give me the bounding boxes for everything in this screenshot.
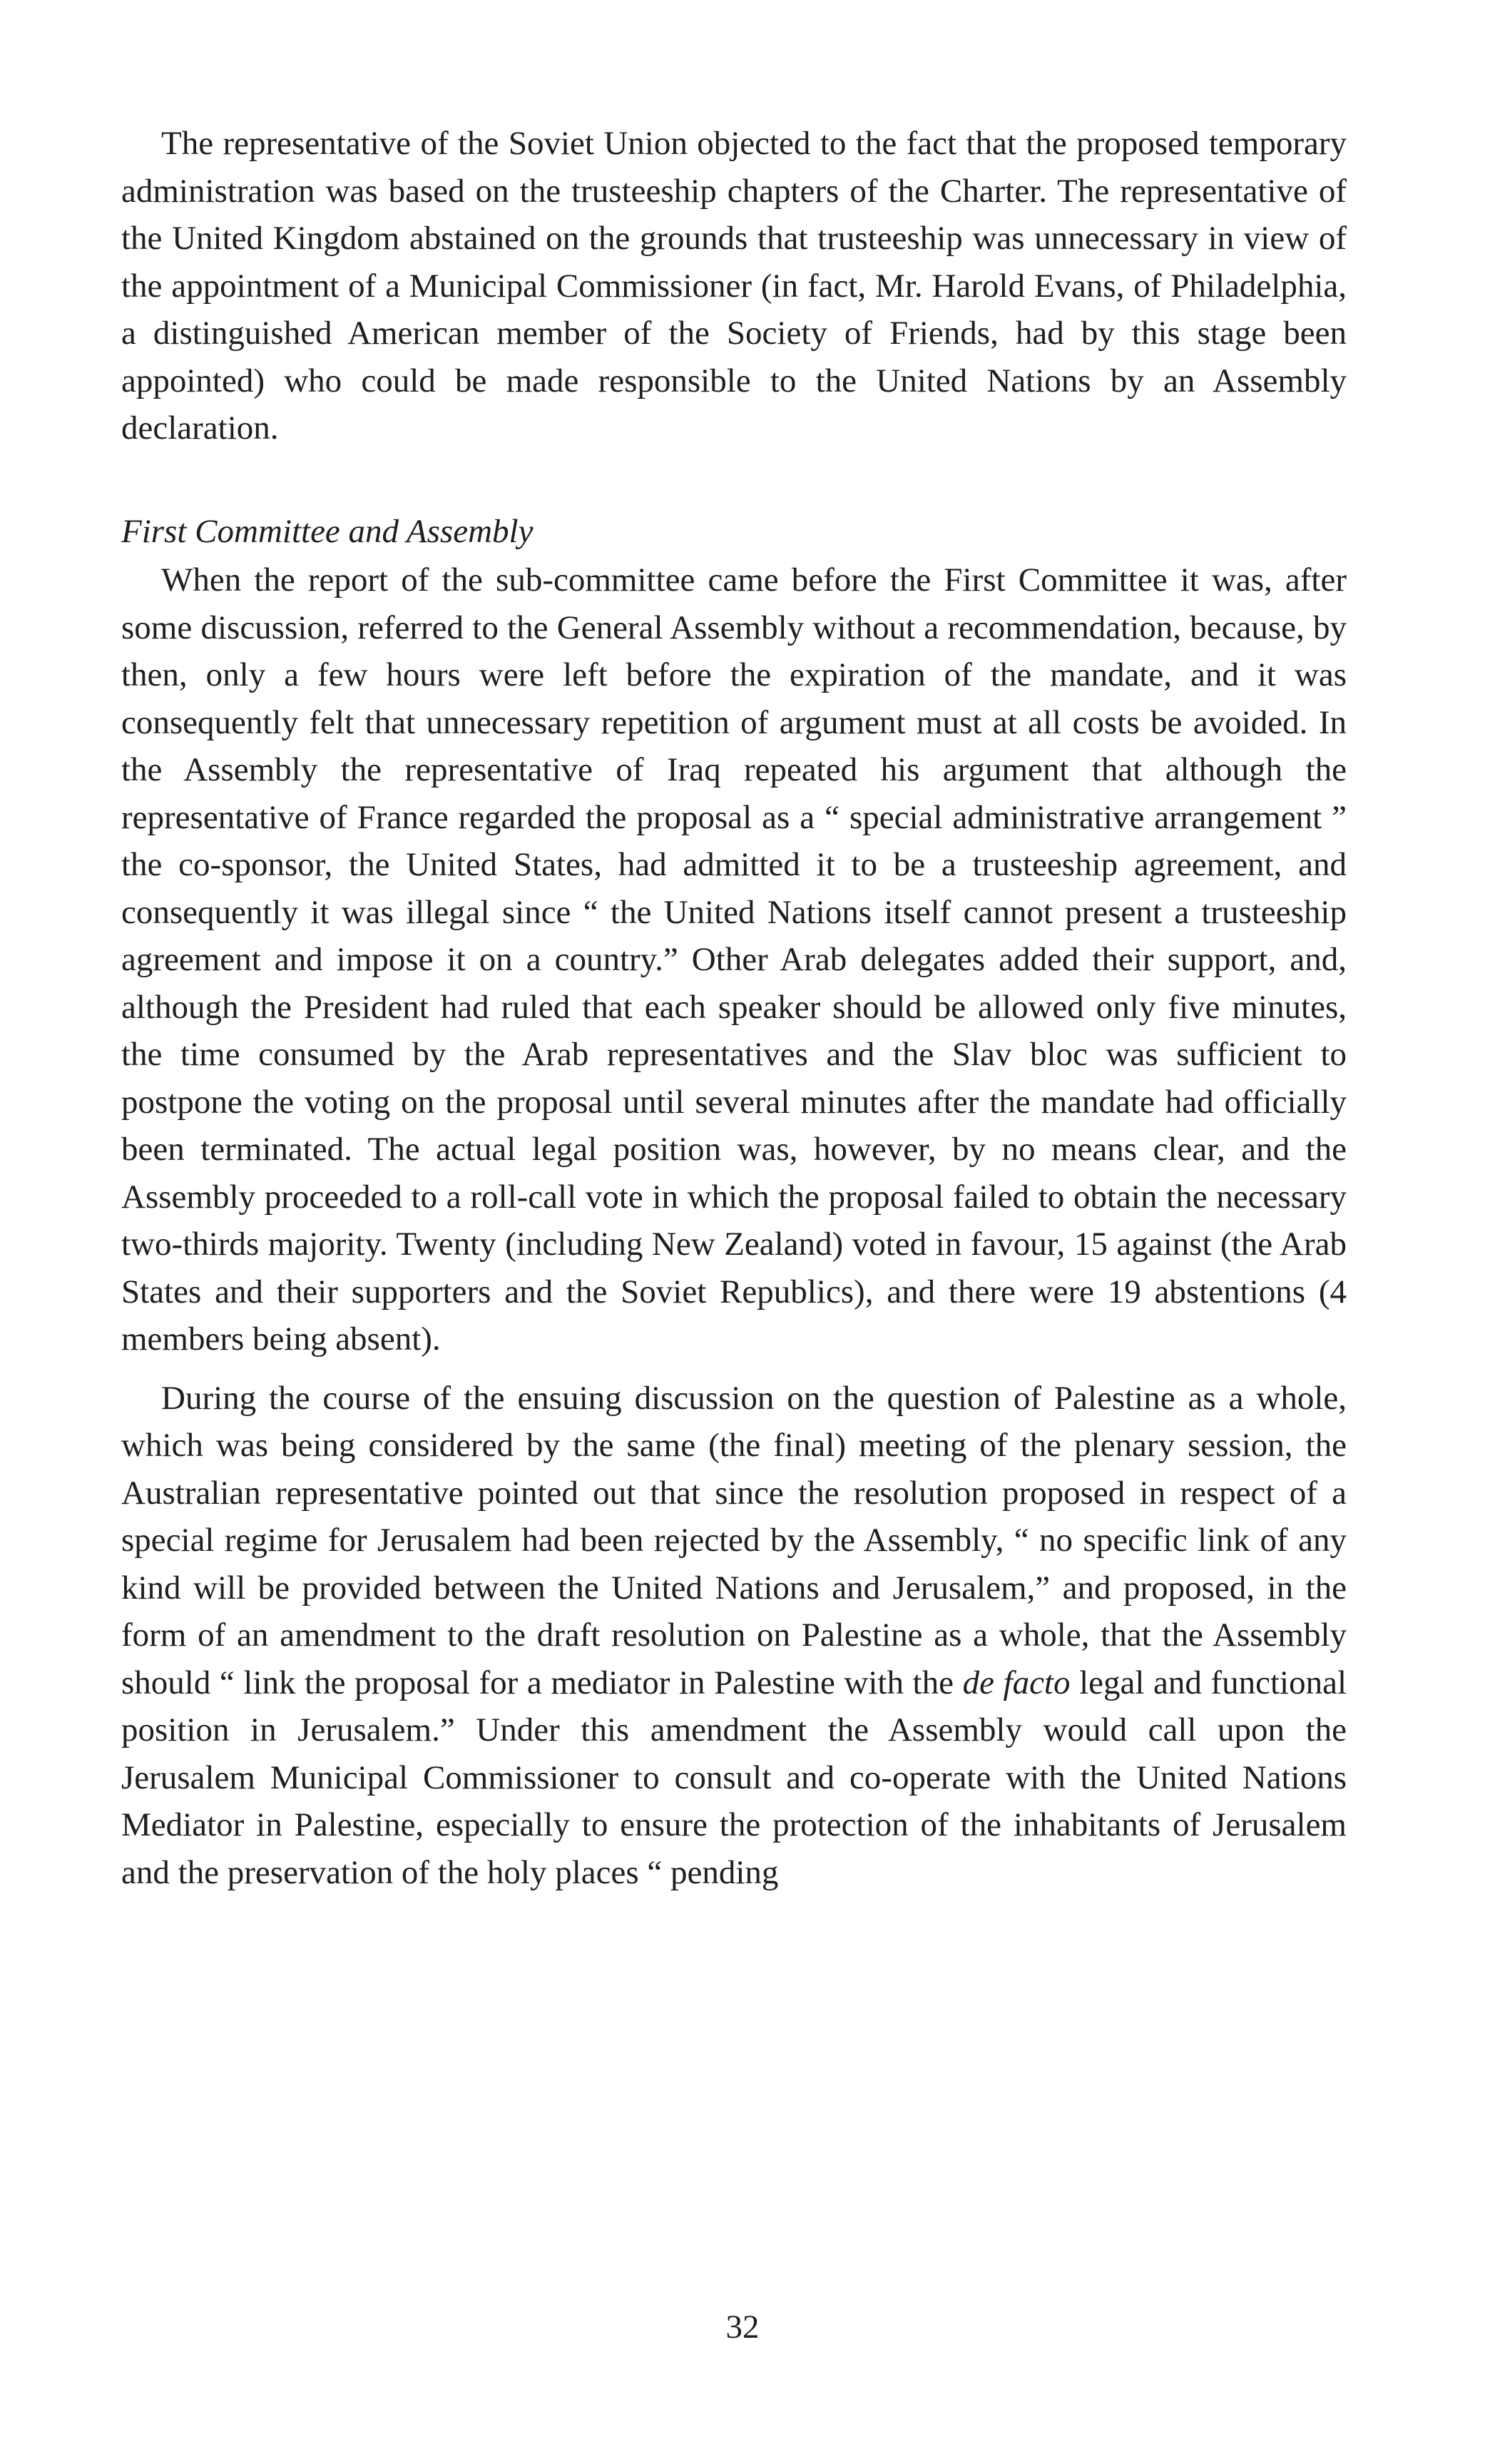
paragraph-soviet-objection: The representative of the Soviet Union objected to the fact that the proposed temporary administration was based on the trusteeship chapters of the Charter. The representative of the United Kingdom abstained on the grounds that trusteeship was unnecessary in view of the appointment of a Municipal Commissioner (in fact, Mr. Harold Evans, of Philadelphia, a distinguished American member of the Society of Friends, had by this stage been appointed) who could be made responsible to the United Nations by an Assembly declaration. <box>121 125 1347 447</box>
paragraph-first-committee: When the report of the sub-committee came before the First Committee it was, after some discussion, referred to the General Assembly without a recommendation, because, by then, only a few hours were left before the expiration of the mandate, and it was consequently felt that unnecessary repetition of argument must at all costs be avoided. In the Assembly the representative of Iraq repeated his argument that although the representative of France regarded the proposal as a “ special administrative arrangement ” the co-sponsor, the United States, had admitted it to be a trusteeship agreement, and consequently it was illegal since “ the United Nations itself cannot present a trusteeship agreement and impose it on a country.” Other Arab delegates added their support, and, although the President had ruled that each speaker should be allowed only five minutes, the time consumed by the Arab representatives and the Slav bloc was sufficient to postpone the voting on the proposal until several minutes after the mandate had officially been terminated. The actual legal position was, however, by no means clear, and the Assembly proceeded to a roll-call vote in which the proposal failed to obtain the necessary two-thirds majority. Twenty (including New Zealand) voted in favour, 15 against (the Arab States and their supporters and the Soviet Republics), and there were 19 abstentions (4 members being absent). <box>121 561 1347 1358</box>
paragraph-text-part: legal and functional position in Jerusalem.” Under this amendment the Assembly would call upon the Jerusalem Municipal Commissioner to consult and co-operate with the United Nations Mediator in Palestine, especially to ensure the protection of the inhabitants of Jerusalem and the preservation of the holy places “ pending <box>121 1664 1347 1891</box>
paragraph-text-part: During the course of the ensuing discussion on the question of Palestine as a whole, which was being considered by the same (the final) meeting of the plenary session, the Australian representative pointed out that since the resolution proposed in respect of a special regime for Jerusalem had been rejected by the Assembly, “ no specific link of any kind will be provided between the United Nations and Jerusalem,” and proposed, in the form of an amendment to the draft resolution on Palestine as a whole, that the Assembly should “ link the proposal for a mediator in Palestine with the <box>121 1379 1347 1701</box>
page-number: 32 <box>725 2308 760 2346</box>
body-text <box>121 120 1347 1896</box>
paragraph-australian-amendment <box>121 1375 1347 1897</box>
section-heading: First Committee and Assembly <box>121 512 534 550</box>
italic-term: de facto <box>962 1664 1071 1701</box>
